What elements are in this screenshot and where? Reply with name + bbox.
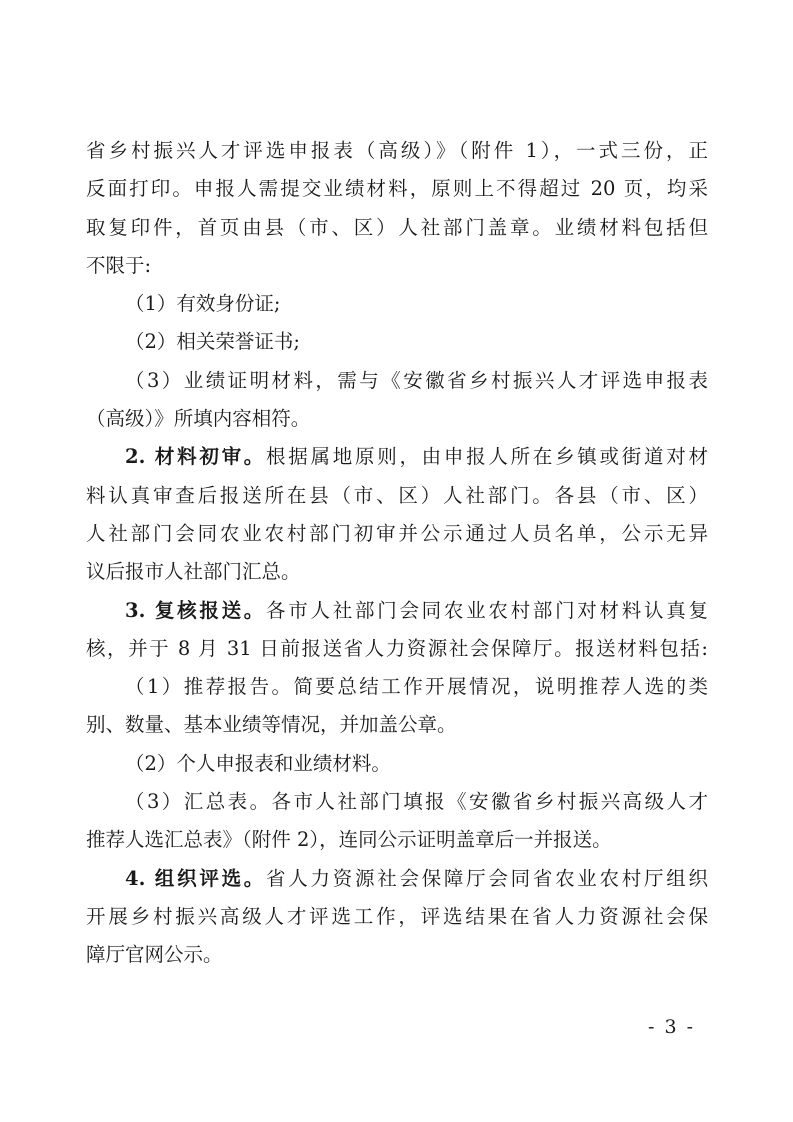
text-line: 各市人社部门会同农业农村部门对材料认真复 — [266, 598, 708, 622]
text-line: 取复印件，首页由县（市、区）人社部门盖章。业绩材料包括但 — [86, 215, 708, 239]
list-item-honor-certificate: （2）相关荣誉证书; — [125, 330, 300, 354]
text-line: 人社部门会同农业农村部门初审并公示通过人员名单，公示无异 — [86, 521, 708, 545]
text-line: 别、数量、基本业绩等情况，并加盖公章。 — [86, 713, 457, 737]
section-review-submission — [86, 592, 708, 630]
list-item-application-form: （2）个人申报表和业绩材料。 — [125, 751, 391, 775]
list-item-recommendation-report: （1）推荐报告。简要总结工作开展情况，说明推荐人选的类 — [125, 675, 708, 699]
text-line: 不限于: — [86, 253, 152, 277]
document-body — [86, 132, 708, 975]
list-item-summary-table: （3）汇总表。各市人社部门填报《安徽省乡村振兴高级人才 — [125, 790, 708, 814]
text-line: 障厅官网公示。 — [86, 943, 223, 967]
text-line: 根据属地原则，由申报人所在乡镇或街道对材 — [266, 445, 708, 469]
section-heading: 4. 组织评选。 — [125, 866, 267, 890]
section-heading: 3. 复核报送。 — [125, 598, 267, 622]
list-item-performance-proof: （3）业绩证明材料，需与《安徽省乡村振兴人才评选申报表 — [125, 368, 708, 392]
section-heading: 2. 材料初审。 — [125, 445, 267, 469]
text-line: 反面打印。申报人需提交业绩材料，原则上不得超过 20 页，均采 — [86, 177, 708, 201]
text-line: 核，并于 8 月 31 日前报送省人力资源社会保障厅。报送材料包括: — [86, 636, 708, 660]
text-line: 料认真审查后报送所在县（市、区）人社部门。各县（市、区） — [86, 483, 708, 507]
text-line: （高级）》所填内容相符。 — [86, 407, 311, 431]
section-material-review — [86, 438, 708, 476]
text-line: 省乡村振兴人才评选申报表（高级）》（附件 1），一式三份，正 — [86, 139, 708, 162]
page-number: - 3 - — [647, 1016, 695, 1038]
text-line: 开展乡村振兴高级人才评选工作，评选结果在省人力资源社会保 — [86, 904, 708, 928]
list-item-id-card: （1）有效身份证; — [125, 292, 281, 316]
text-line: 省人力资源社会保障厅会同省农业农村厅组织 — [266, 866, 708, 890]
section-organize-selection — [86, 860, 708, 898]
text-line: 议后报市人社部门汇总。 — [86, 560, 301, 584]
text-line: 推荐人选汇总表》（附件 2），连同公示证明盖章后一并报送。 — [86, 828, 612, 852]
